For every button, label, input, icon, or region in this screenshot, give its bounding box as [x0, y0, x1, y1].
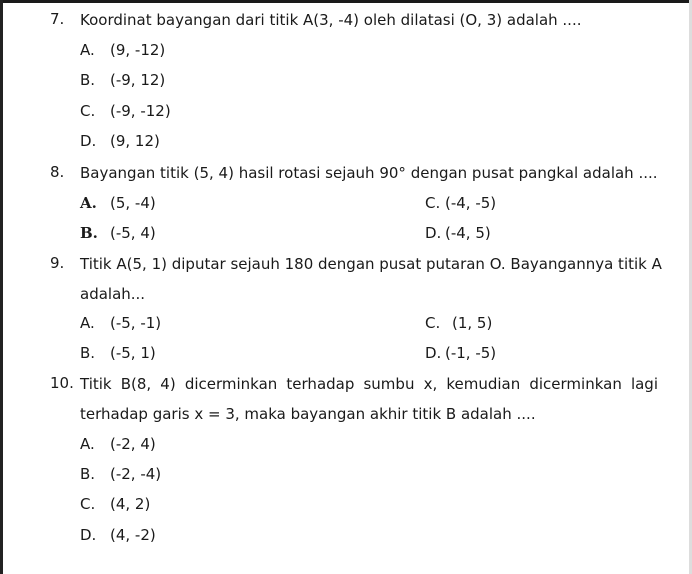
option-value: (4, -2) — [110, 526, 156, 544]
option-letter: C. — [425, 194, 441, 212]
question-text-line-2: terhadap garis x = 3, maka bayangan akhir titik B adalah .... — [80, 405, 536, 423]
option-letter: B. — [80, 71, 96, 89]
option-letter: D. — [80, 132, 97, 150]
option-letter: D. — [425, 344, 442, 362]
option-letter: A. — [80, 41, 95, 59]
left-border — [0, 0, 3, 574]
option-value: (-5, 4) — [110, 224, 156, 242]
question-text-line-2: adalah... — [80, 285, 146, 303]
top-border — [0, 0, 692, 3]
option-letter: C. — [80, 102, 96, 120]
option-value: (-1, -5) — [445, 344, 497, 362]
question-number: 10. — [50, 374, 74, 392]
option-letter: C. — [425, 314, 441, 332]
question-text: Koordinat bayangan dari titik A(3, -4) oleh dilatasi (O, 3) adalah .... — [80, 11, 582, 29]
option-value: (9, 12) — [110, 132, 160, 150]
question-number: 9. — [50, 254, 65, 272]
option-value: (1, 5) — [452, 314, 493, 332]
option-letter: B. — [80, 465, 96, 483]
question-text: Bayangan titik (5, 4) hasil rotasi sejauh 90° dengan pusat pangkal adalah .... — [80, 164, 658, 182]
option-value: (9, -12) — [110, 41, 166, 59]
option-value: (-4, -5) — [445, 194, 497, 212]
option-value: (-5, -1) — [110, 314, 162, 332]
option-value: (-2, -4) — [110, 465, 162, 483]
option-letter: A. — [80, 314, 95, 332]
option-letter: B. — [80, 224, 98, 242]
option-value: (-2, 4) — [110, 435, 156, 453]
question-number: 8. — [50, 163, 65, 181]
option-value: (5, -4) — [110, 194, 156, 212]
option-value: (4, 2) — [110, 495, 151, 513]
option-value: (-9, -12) — [110, 102, 171, 120]
option-letter: D. — [80, 526, 97, 544]
question-text-line-1: Titik A(5, 1) diputar sejauh 180 dengan pusat putaran O. Bayangannya titik A — [80, 255, 662, 273]
option-letter: C. — [80, 495, 96, 513]
option-value: (-5, 1) — [110, 344, 156, 362]
option-value: (-4, 5) — [445, 224, 491, 242]
question-text-line-1: Titik B(8, 4) dicerminkan terhadap sumbu x, kemudian dicerminkan lagi — [80, 375, 658, 393]
option-letter: B. — [80, 344, 96, 362]
question-number: 7. — [50, 10, 65, 28]
option-letter: D. — [425, 224, 442, 242]
option-value: (-9, 12) — [110, 71, 166, 89]
option-letter: A. — [80, 194, 97, 212]
option-letter: A. — [80, 435, 95, 453]
